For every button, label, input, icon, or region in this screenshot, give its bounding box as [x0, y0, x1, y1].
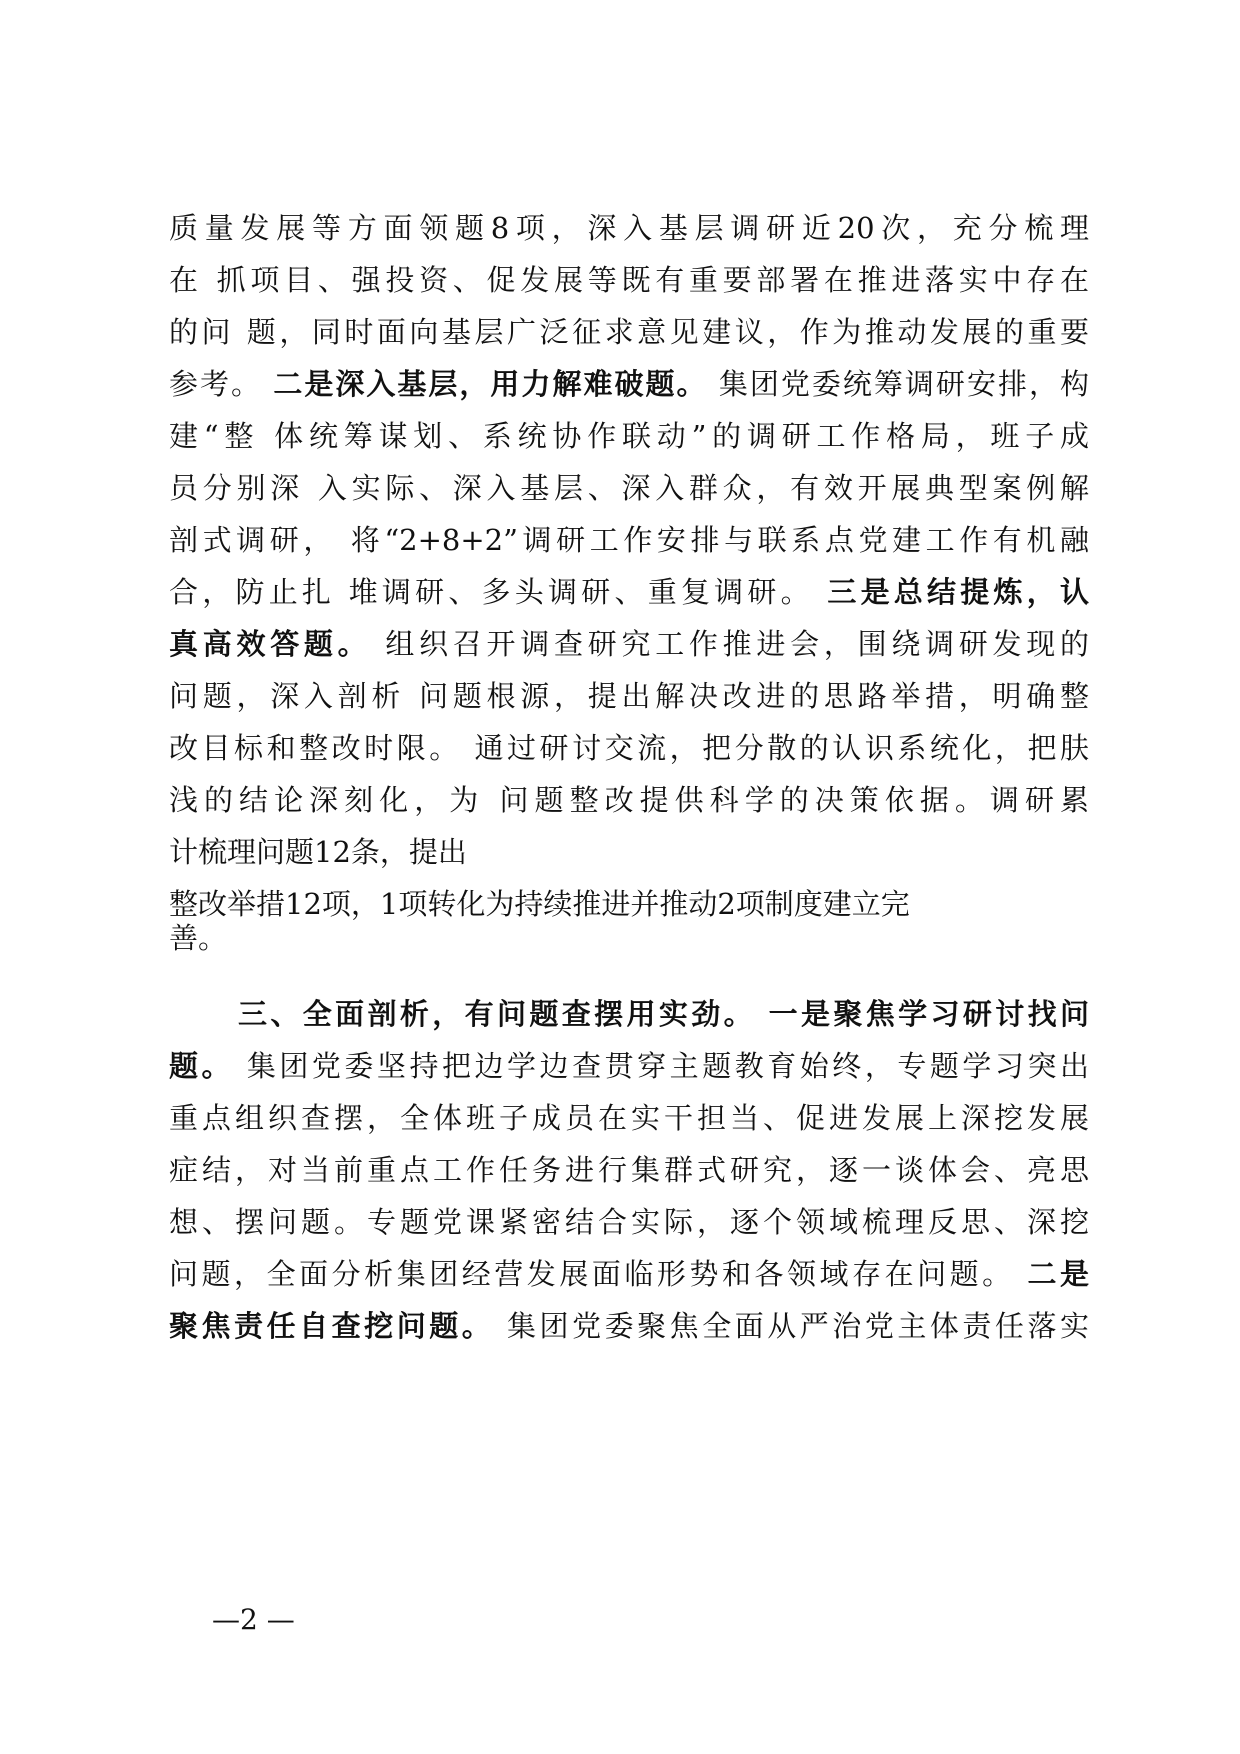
paragraph-line	[169, 1306, 1089, 1346]
paragraph-line	[169, 1098, 1089, 1138]
text-run: 改目标和整改时限。 通过研讨交流，把分散的认识系统化，把肤	[169, 731, 1089, 765]
text-run: 想、摆问题。专题党课紧密结合实际，逐个领域梳理反思、深挖	[169, 1205, 1089, 1239]
paragraph-line	[169, 1046, 1089, 1086]
paragraph-line	[169, 572, 1089, 612]
text-run: 问题，全面分析集团经营发展面临形势和各领域存在问题。	[169, 1257, 1015, 1291]
text-run: 质量发展等方面领题8项，深入基层调研近20次，充分梳理	[169, 211, 1089, 245]
section-heading: 三、全面剖析，有问题查摆用实劲。	[238, 997, 757, 1031]
section-heading-line	[238, 994, 1089, 1034]
bold-phrase: 题。	[169, 1049, 235, 1083]
text-run: 问题，深入剖析 问题根源，提出解决改进的思路举措，明确整	[169, 679, 1089, 713]
paragraph-line	[169, 780, 1089, 820]
paragraph-line	[169, 728, 1089, 768]
paragraph-line	[169, 832, 1089, 872]
paragraph-line	[169, 676, 1089, 716]
text-run: 整改举措12项，1项转化为持续推进并推动2项制度建立完	[169, 887, 910, 921]
bold-phrase: 二是	[1027, 1257, 1089, 1291]
bold-phrase: 一是聚焦学习研讨找问	[768, 997, 1089, 1031]
text-run: 合，防止扎 堆调研、多头调研、重复调研。	[169, 575, 814, 609]
paragraph-line	[169, 1202, 1089, 1242]
text-run: 的问 题，同时面向基层广泛征求意见建议，作为推动发展的重要	[169, 315, 1089, 349]
paragraph-line	[169, 208, 1089, 248]
page-number: —2 —	[212, 1603, 295, 1636]
text-run: 浅的结论深刻化，为 问题整改提供科学的决策依据。调研累	[169, 783, 1089, 817]
bold-phrase: 聚焦责任自查挖问题。	[169, 1309, 495, 1343]
paragraph-line	[169, 364, 1089, 404]
paragraph-line	[169, 624, 1089, 664]
text-run: 集团党委统筹调研安排，构	[718, 367, 1090, 401]
paragraph-line	[169, 1254, 1089, 1294]
text-run: 重点组织查摆，全体班子成员在实干担当、促进发展上深挖发展	[169, 1101, 1089, 1135]
paragraph-line	[169, 260, 1089, 300]
text-run: 组织召开调查研究工作推进会，围绕调研发现的	[385, 627, 1089, 661]
paragraph-line	[169, 312, 1089, 352]
text-run: 在 抓项目、强投资、促发展等既有重要部署在推进落实中存在	[169, 263, 1089, 297]
text-run: 计梳理问题12条，提出	[169, 835, 467, 869]
text-run: 集团党委坚持把边学边查贯穿主题教育始终，专题学习突出	[246, 1049, 1089, 1083]
text-run: 剖式调研， 将“2+8+2”调研工作安排与联系点党建工作有机融	[169, 523, 1089, 557]
paragraph-line	[169, 918, 1089, 958]
text-run: 参考。	[169, 367, 263, 401]
paragraph-line	[169, 468, 1089, 508]
text-run: 员分别深 入实际、深入基层、深入群众，有效开展典型案例解	[169, 471, 1089, 505]
paragraph-line	[169, 1150, 1089, 1190]
paragraph-line	[169, 416, 1089, 456]
bold-phrase: 真高效答题。	[169, 627, 372, 661]
text-run: 症结，对当前重点工作任务进行集群式研究，逐一谈体会、亮思	[169, 1153, 1089, 1187]
paragraph-line	[169, 520, 1089, 560]
bold-phrase: 二是深入基层，用力解难破题。	[273, 367, 708, 401]
text-run: 建“整 体统筹谋划、系统协作联动”的调研工作格局，班子成	[169, 419, 1089, 453]
text-run: 集团党委聚焦全面从严治党主体责任落实	[507, 1309, 1089, 1343]
bold-phrase: 三是总结提炼，认	[827, 575, 1089, 609]
text-run: 善。	[169, 921, 228, 955]
